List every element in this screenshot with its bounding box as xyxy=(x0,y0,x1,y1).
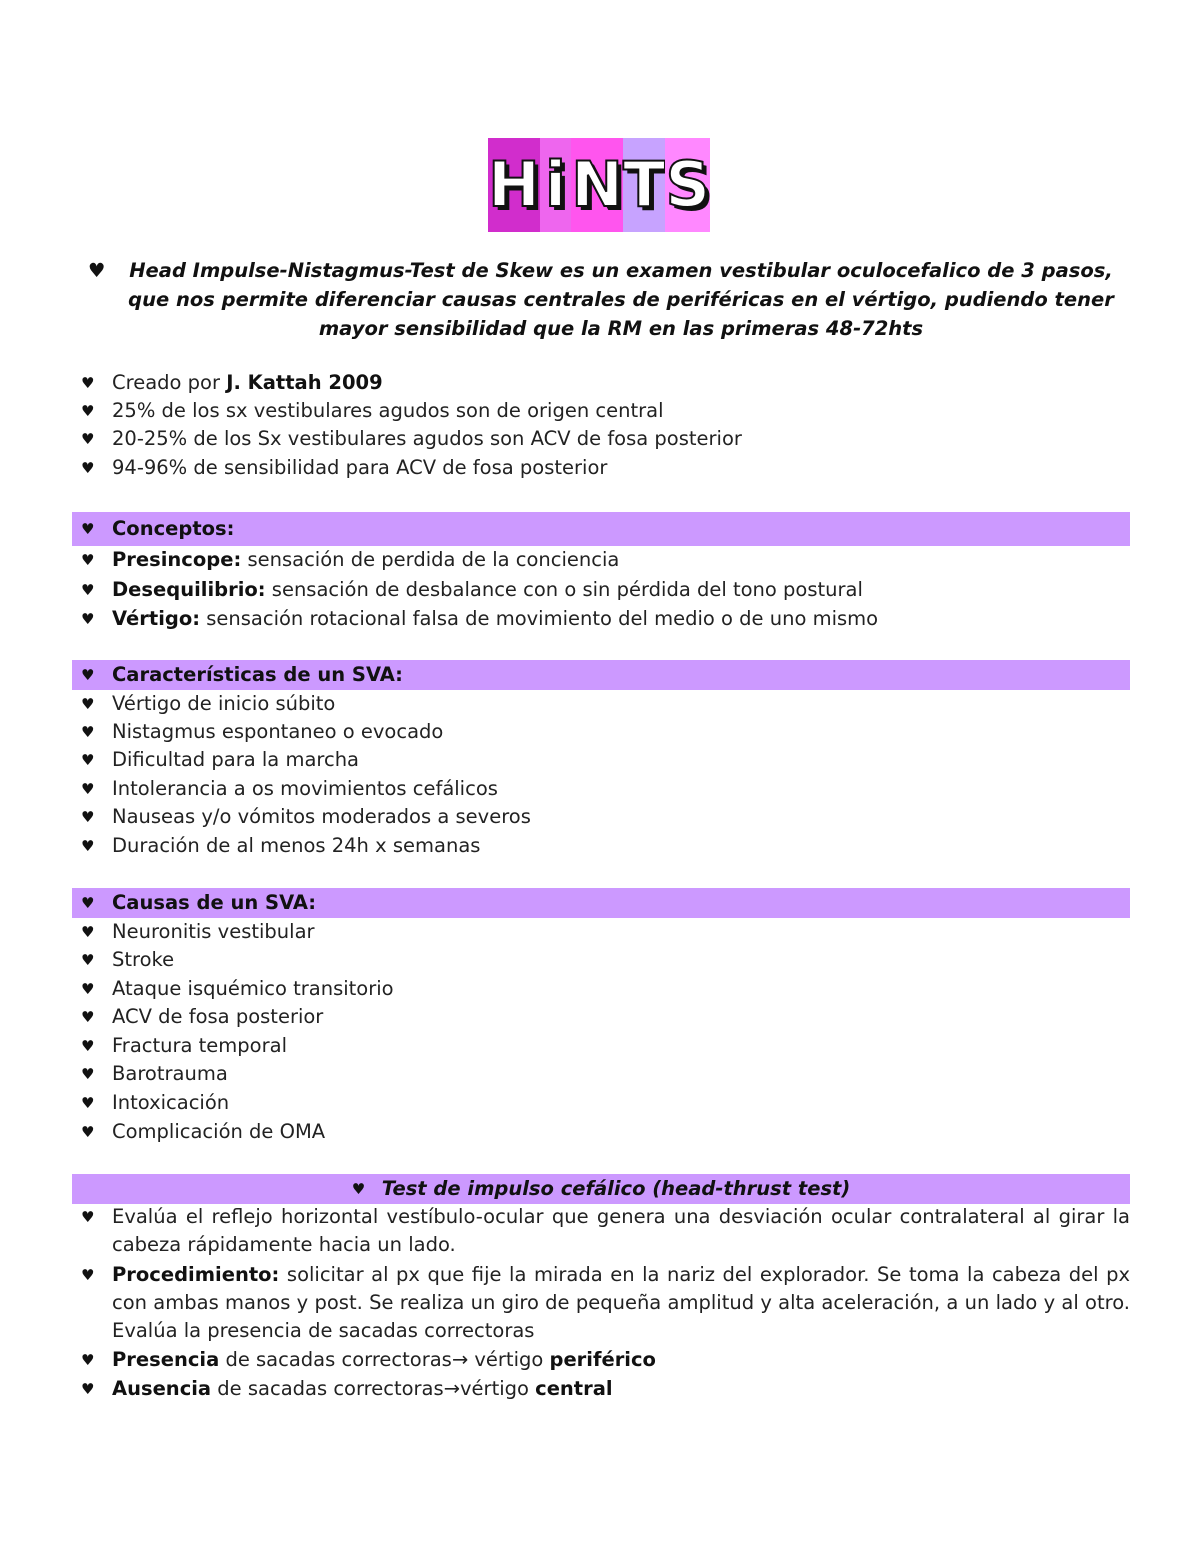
test-item xyxy=(72,1346,1130,1374)
list-item xyxy=(72,1060,1130,1088)
absence-term: Ausencia xyxy=(112,1377,212,1400)
heart-bullet-icon: ♥ xyxy=(81,923,95,941)
fact-author: J. Kattah 2009 xyxy=(226,371,383,394)
list-item-text: ACV de fosa posterior xyxy=(112,1005,324,1028)
test-item xyxy=(72,1375,1130,1403)
list-item xyxy=(72,832,1130,860)
logo-band xyxy=(571,138,623,232)
list-item-text: Nauseas y/o vómitos moderados a severos xyxy=(112,805,531,828)
heart-bullet-icon: ♥ xyxy=(81,723,95,741)
list-item-text: Complicación de OMA xyxy=(112,1120,326,1143)
logo-letter: S xyxy=(665,148,710,221)
heart-bullet-icon: ♥ xyxy=(81,402,95,420)
heart-bullet-icon: ♥ xyxy=(81,1094,95,1112)
test-item xyxy=(72,1203,1130,1259)
logo-band xyxy=(665,138,710,232)
concept-item xyxy=(72,605,1130,633)
heart-bullet-icon: ♥ xyxy=(81,459,95,477)
test-item-text: Evalúa el reflejo horizontal vestíbulo-ocular que genera una desviación ocular contralateral al girar la cabeza rápidamente hacia un lado. xyxy=(112,1205,1130,1256)
fact-text: 94-96% de sensibilidad para ACV de fosa posterior xyxy=(112,456,608,479)
list-item xyxy=(72,803,1130,831)
procedure-term: Procedimiento: xyxy=(112,1263,280,1286)
heart-bullet-icon: ♥ xyxy=(81,780,95,798)
list-item xyxy=(72,975,1130,1003)
concept-item xyxy=(72,546,1130,574)
heart-bullet-icon: ♥ xyxy=(81,551,95,569)
concept-definition: sensación de desbalance con o sin pérdida del tono postural xyxy=(265,578,863,601)
heart-bullet-icon: ♥ xyxy=(81,1037,95,1055)
logo-band xyxy=(540,138,571,232)
heart-bullet-icon: ♥ xyxy=(81,1123,95,1141)
section-title: Conceptos: xyxy=(112,517,235,540)
concept-definition: sensación rotacional falsa de movimiento del medio o de uno mismo xyxy=(200,607,879,630)
list-item xyxy=(72,918,1130,946)
result-term: central xyxy=(535,1377,613,1400)
section-header-conceptos xyxy=(72,512,1130,546)
list-item-text: Intoxicación xyxy=(112,1091,230,1114)
logo-band xyxy=(623,138,665,232)
concept-item xyxy=(72,576,1130,604)
logo-band xyxy=(488,138,540,232)
list-item-text: Duración de al menos 24h x semanas xyxy=(112,834,481,857)
intro-paragraph xyxy=(72,256,1130,343)
heart-bullet-icon: ♥ xyxy=(81,808,95,826)
heart-bullet-icon: ♥ xyxy=(81,374,95,392)
logo-letter: i xyxy=(544,148,567,221)
heart-bullet-icon: ♥ xyxy=(81,610,95,628)
list-item-text: Nistagmus espontaneo o evocado xyxy=(112,720,444,743)
heart-bullet-icon: ♥ xyxy=(81,1208,95,1226)
test-item xyxy=(72,1261,1130,1345)
test-item-text: vértigo xyxy=(460,1377,536,1400)
list-item xyxy=(72,946,1130,974)
fact-item xyxy=(72,454,1130,482)
heart-bullet-icon: ♥ xyxy=(81,581,95,599)
section-title: Causas de un SVA: xyxy=(112,891,317,914)
list-item xyxy=(72,746,1130,774)
list-item xyxy=(72,718,1130,746)
heart-bullet-icon: ♥ xyxy=(81,1351,95,1369)
section-header-causas xyxy=(72,888,1130,918)
test-item-text: de sacadas correctoras xyxy=(219,1348,452,1371)
heart-bullet-icon: ♥ xyxy=(81,1065,95,1083)
heart-bullet-icon: ♥ xyxy=(81,951,95,969)
section-title: Test de impulso cefálico (head-thrust test) xyxy=(381,1177,851,1200)
test-item-text: de sacadas correctoras xyxy=(211,1377,444,1400)
fact-text: 20-25% de los Sx vestibulares agudos son ACV de fosa posterior xyxy=(112,427,742,450)
fact-item xyxy=(72,425,1130,453)
list-item xyxy=(72,1032,1130,1060)
test-item-text: vértigo xyxy=(468,1348,550,1371)
list-item-text: Ataque isquémico transitorio xyxy=(112,977,394,1000)
heart-bullet-icon: ♥ xyxy=(81,1380,95,1398)
heart-bullet-icon: ♥ xyxy=(81,695,95,713)
heart-bullet-icon: ♥ xyxy=(81,1266,95,1284)
result-term: periférico xyxy=(549,1348,656,1371)
heart-bullet-icon: ♥ xyxy=(81,837,95,855)
fact-text: 25% de los sx vestibulares agudos son de origen central xyxy=(112,399,664,422)
list-item-text: Vértigo de inicio súbito xyxy=(112,692,336,715)
list-item xyxy=(72,690,1130,718)
section-title: Características de un SVA: xyxy=(112,663,403,686)
logo-letter: N xyxy=(571,148,624,221)
list-item-text: Intolerancia a os movimientos cefálicos xyxy=(112,777,498,800)
list-item xyxy=(72,1118,1130,1146)
heart-bullet-icon: ♥ xyxy=(81,980,95,998)
list-item-text: Fractura temporal xyxy=(112,1034,287,1057)
section-header-caracteristicas xyxy=(72,660,1130,690)
list-item xyxy=(72,1089,1130,1117)
fact-text: Creado por xyxy=(112,371,227,394)
list-item-text: Barotrauma xyxy=(112,1062,228,1085)
heart-bullet-icon: ♥ xyxy=(81,1008,95,1026)
concept-term: Desequilibrio: xyxy=(112,578,266,601)
arrow-right-icon: → xyxy=(451,1348,469,1371)
intro-text: Head Impulse-Nistagmus-Test de Skew es un examen vestibular oculocefalico de 3 pasos, que nos permite diferenciar causas centrales de periféricas en el vértigo, pudiendo tener mayor sensibilidad que la RM en las primeras 48-72hts xyxy=(128,259,1114,340)
heart-bullet-icon: ♥ xyxy=(81,666,95,684)
fact-item xyxy=(72,369,1130,397)
heart-bullet-icon: ♥ xyxy=(351,1180,366,1198)
fact-item xyxy=(72,397,1130,425)
section-header-test xyxy=(72,1174,1130,1204)
concept-definition: sensación de perdida de la conciencia xyxy=(241,548,620,571)
logo-letter: H xyxy=(488,148,540,221)
list-item-text: Dificultad para la marcha xyxy=(112,748,360,771)
list-item xyxy=(72,1003,1130,1031)
heart-bullet-icon: ♥ xyxy=(81,430,95,448)
hints-logo xyxy=(488,138,710,232)
heart-bullet-icon: ♥ xyxy=(81,751,95,769)
presence-term: Presencia xyxy=(112,1348,220,1371)
list-item-text: Stroke xyxy=(112,948,175,971)
logo-letter: T xyxy=(623,148,666,221)
concept-term: Vértigo: xyxy=(112,607,201,630)
list-item xyxy=(72,775,1130,803)
procedure-text: solicitar al px que fije la mirada en la nariz del explorador. Se toma la cabeza del px con ambas manos y post. Se realiza un giro de pequeña amplitud y alta aceleración, a un lado y al otro. Evalúa la presencia de sacadas correctoras xyxy=(112,1263,1130,1342)
heart-bullet-icon: ♥ xyxy=(88,259,106,282)
concept-term: Presincope: xyxy=(112,548,242,571)
arrow-right-icon: → xyxy=(443,1377,461,1400)
heart-bullet-icon: ♥ xyxy=(81,520,95,538)
list-item-text: Neuronitis vestibular xyxy=(112,920,315,943)
heart-bullet-icon: ♥ xyxy=(81,894,95,912)
